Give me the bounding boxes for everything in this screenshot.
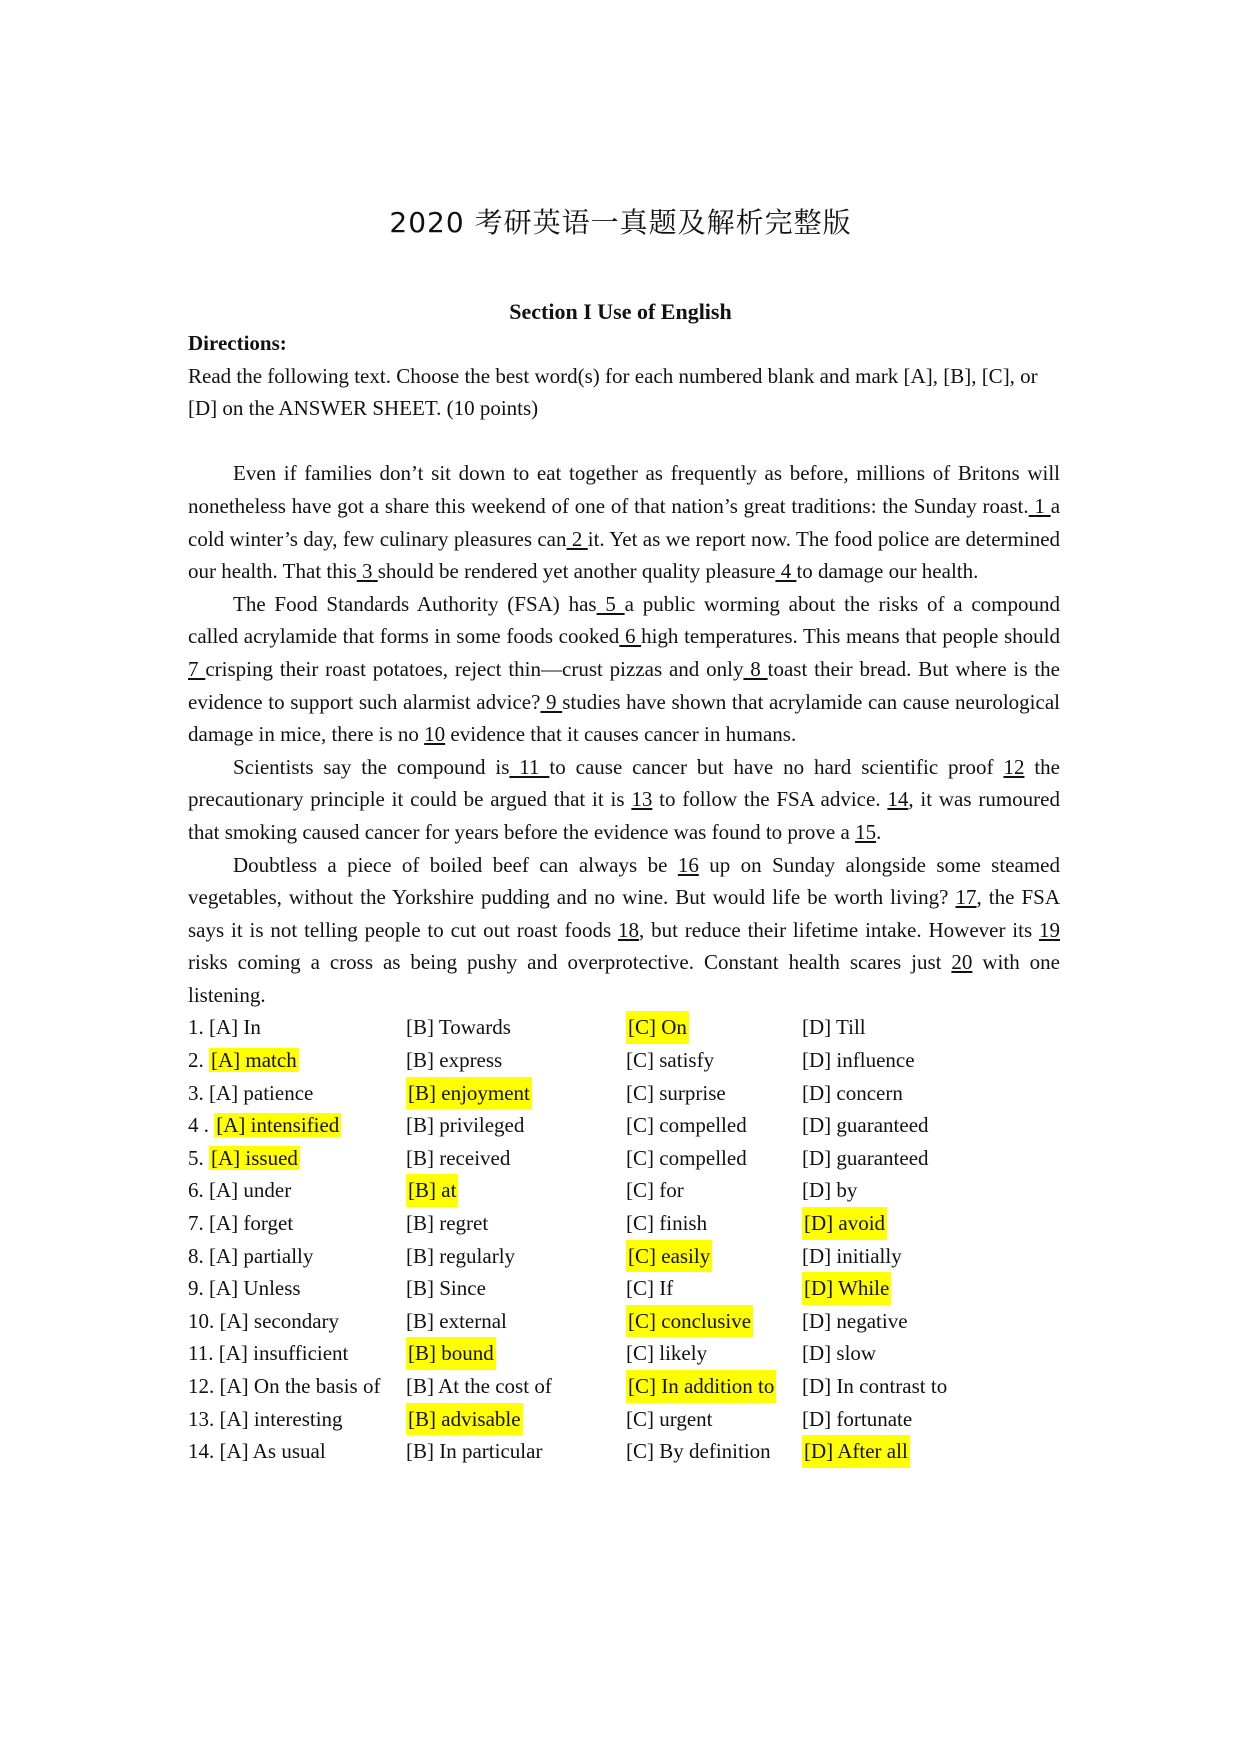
option-a: [A] match bbox=[211, 1048, 297, 1073]
option-c: [C] urgent bbox=[626, 1406, 713, 1431]
passage-paragraph bbox=[188, 588, 1060, 751]
option-d: [D] slow bbox=[802, 1341, 877, 1366]
passage-text: . bbox=[876, 819, 882, 844]
blank-number: 17 bbox=[955, 885, 977, 910]
option-b: [B] received bbox=[406, 1145, 511, 1170]
blank-number: 3 bbox=[356, 559, 378, 584]
question-number: 8. bbox=[188, 1243, 204, 1268]
blank-number: 13 bbox=[631, 787, 653, 812]
option-row bbox=[188, 1272, 1060, 1305]
option-row bbox=[188, 1337, 1060, 1370]
option-b: [B] express bbox=[406, 1048, 503, 1073]
question-number: 7. bbox=[188, 1211, 204, 1236]
question-number: 14. bbox=[188, 1439, 215, 1464]
passage-text: to follow the FSA advice. bbox=[652, 787, 888, 812]
option-b: [B] enjoyment bbox=[406, 1077, 532, 1110]
option-b: [B] At the cost of bbox=[406, 1374, 552, 1398]
option-c: [C] finish bbox=[626, 1211, 708, 1236]
passage-text: should be rendered yet another quality pleasure bbox=[377, 559, 776, 584]
option-a: [A] Unless bbox=[209, 1276, 301, 1301]
option-c: [C] likely bbox=[626, 1341, 708, 1366]
blank-number: 6 bbox=[619, 624, 642, 649]
option-d: [D] Till bbox=[802, 1015, 866, 1040]
option-d: [D] guaranteed bbox=[802, 1113, 929, 1138]
option-c: [C] easily bbox=[626, 1240, 712, 1273]
option-c: [C] conclusive bbox=[626, 1305, 753, 1338]
passage-text: the precautionary principle it could be argued that it is bbox=[188, 754, 1060, 812]
passage-text: , the FSA says it is not telling people to cut out roast foods bbox=[188, 885, 1060, 942]
passage-text: , it was rumoured that smoking caused cancer for years before the evidence was found to prove a bbox=[188, 787, 1060, 844]
passage-text: high temperatures. This means that people should bbox=[641, 624, 1061, 649]
blank-number: 5 bbox=[596, 591, 625, 616]
blank-number: 7 bbox=[188, 656, 206, 681]
cloze-passage bbox=[188, 457, 1060, 1011]
passage-text: risks coming a cross as being pushy and overprotective. Constant health scares just bbox=[188, 950, 952, 975]
blank-number: 19 bbox=[1039, 917, 1060, 942]
option-a-cell bbox=[188, 1077, 313, 1110]
option-c: [C] By definition bbox=[626, 1439, 771, 1464]
option-d: [D] guaranteed bbox=[802, 1145, 929, 1170]
option-row bbox=[188, 1077, 1060, 1110]
option-a: [A] On the basis of bbox=[219, 1374, 381, 1398]
question-number: 10. bbox=[188, 1308, 215, 1333]
passage-text: toast their bread. But where is the evidence to support such alarmist advice? bbox=[188, 656, 1061, 714]
blank-number: 8 bbox=[743, 656, 768, 681]
option-d: [D] influence bbox=[802, 1048, 915, 1073]
passage-text: up on Sunday alongside some steamed vegetables, without the Yorkshire pudding and no wine. But would life be worth living? bbox=[188, 852, 1060, 910]
passage-text: crisping their roast potatoes, reject thin—crust pizzas and only bbox=[205, 656, 744, 681]
blank-number: 10 bbox=[424, 722, 446, 747]
passage-text: it. Yet as we report now. The food police are determined our health. That this bbox=[188, 526, 1061, 584]
option-a: [A] In bbox=[209, 1015, 261, 1040]
passage-text: Even if families don’t sit down to eat together as frequently as before, millions of Britons will nonetheless have got a share this weekend of one of that nation’s great traditions: the Sunday roast. bbox=[188, 461, 1060, 518]
option-b: [B] external bbox=[406, 1308, 507, 1333]
blank-number: 1 bbox=[1028, 493, 1051, 518]
option-a-cell bbox=[188, 1337, 348, 1370]
option-d: [D] by bbox=[802, 1178, 858, 1203]
blank-number: 4 bbox=[775, 559, 797, 584]
option-row bbox=[188, 1011, 1060, 1044]
option-a-cell bbox=[188, 1370, 380, 1403]
passage-text: to damage our health. bbox=[796, 559, 979, 584]
blank-number: 9 bbox=[540, 689, 563, 714]
option-a-cell bbox=[188, 1142, 300, 1175]
option-a-cell bbox=[188, 1435, 326, 1468]
option-a: [A] patience bbox=[209, 1080, 314, 1105]
question-number: 5. bbox=[188, 1145, 204, 1170]
option-a: [A] partially bbox=[209, 1243, 314, 1268]
passage-text: , but reduce their lifetime intake. However its bbox=[638, 917, 1039, 942]
passage-paragraph bbox=[188, 457, 1060, 587]
option-b: [B] regularly bbox=[406, 1243, 516, 1268]
option-b: [B] bound bbox=[406, 1337, 496, 1370]
option-b: [B] Since bbox=[406, 1276, 486, 1301]
option-c: [C] compelled bbox=[626, 1145, 747, 1170]
blank-number: 12 bbox=[1003, 754, 1025, 779]
option-row bbox=[188, 1370, 1060, 1403]
option-a: [A] insufficient bbox=[218, 1341, 349, 1366]
blank-number: 18 bbox=[617, 917, 639, 942]
option-c: [C] satisfy bbox=[626, 1048, 715, 1073]
option-row bbox=[188, 1174, 1060, 1207]
option-b: [B] privileged bbox=[406, 1113, 525, 1138]
directions-text: Read the following text. Choose the best word(s) for each numbered blank and mark [A], [B], [C], or [D] on the ANSWER SHEET. (10 points) bbox=[188, 363, 1038, 421]
page-title: 2020 考研英语一真题及解析完整版 bbox=[389, 206, 852, 239]
option-a-cell bbox=[188, 1044, 299, 1077]
option-c: [C] On bbox=[626, 1011, 689, 1044]
option-a: [A] interesting bbox=[219, 1406, 343, 1431]
directions-label: Directions: bbox=[188, 331, 287, 355]
blank-number: 11 bbox=[509, 754, 550, 779]
option-row bbox=[188, 1142, 1060, 1175]
option-a: [A] As usual bbox=[219, 1439, 326, 1464]
blank-number: 15 bbox=[855, 819, 877, 844]
question-number: 3. bbox=[188, 1080, 204, 1105]
passage-text: studies have shown that acrylamide can cause neurological damage in mice, there is no bbox=[188, 689, 1060, 747]
blank-number: 16 bbox=[677, 852, 699, 877]
option-a-cell bbox=[188, 1174, 291, 1207]
option-a-cell bbox=[188, 1403, 343, 1436]
option-d: [D] negative bbox=[802, 1308, 908, 1333]
option-d: [D] concern bbox=[802, 1080, 903, 1105]
question-number: 12. bbox=[188, 1374, 215, 1398]
passage-text: Doubtless a piece of boiled beef can always be bbox=[233, 852, 678, 877]
passage-text: a public worming about the risks of a compound called acrylamide that forms in some foods cooked bbox=[188, 591, 1061, 649]
blank-number: 14 bbox=[887, 787, 909, 812]
blank-number: 2 bbox=[566, 526, 588, 551]
option-row bbox=[188, 1044, 1060, 1077]
option-d: [D] fortunate bbox=[802, 1406, 913, 1431]
option-row bbox=[188, 1305, 1060, 1338]
option-a: [A] forget bbox=[209, 1211, 294, 1236]
question-number: 11. bbox=[188, 1341, 214, 1366]
option-row bbox=[188, 1109, 1060, 1142]
option-b: [B] In particular bbox=[406, 1439, 543, 1464]
passage-text: evidence that it causes cancer in humans. bbox=[445, 722, 797, 747]
option-c: [C] In addition to bbox=[626, 1370, 776, 1403]
question-number: 2. bbox=[188, 1048, 204, 1073]
option-row bbox=[188, 1403, 1060, 1436]
option-b: [B] regret bbox=[406, 1211, 489, 1236]
passage-text: with one listening. bbox=[188, 950, 1060, 1007]
section-heading: Section I Use of English bbox=[509, 299, 732, 324]
question-number: 6. bbox=[188, 1178, 204, 1203]
option-a: [A] intensified bbox=[216, 1113, 340, 1138]
option-a-cell bbox=[188, 1109, 341, 1142]
option-d: [D] In contrast to bbox=[802, 1374, 948, 1398]
passage-text: to cause cancer but have no hard scientific proof bbox=[549, 754, 1004, 779]
option-a: [A] under bbox=[209, 1178, 292, 1203]
option-c: [C] surprise bbox=[626, 1080, 726, 1105]
option-a-cell bbox=[188, 1207, 293, 1240]
question-number: 1. bbox=[188, 1015, 204, 1040]
passage-text: a cold winter’s day, few culinary pleasures can bbox=[188, 493, 1061, 551]
option-row bbox=[188, 1435, 1060, 1468]
option-c: [C] for bbox=[626, 1178, 684, 1203]
option-a-cell bbox=[188, 1011, 261, 1044]
option-d: [D] initially bbox=[802, 1243, 902, 1268]
question-number: 13. bbox=[188, 1406, 215, 1431]
option-a-cell bbox=[188, 1305, 339, 1338]
option-b: [B] at bbox=[406, 1174, 458, 1207]
passage-paragraph bbox=[188, 751, 1060, 849]
option-d: [D] avoid bbox=[802, 1207, 887, 1240]
passage-text: Scientists say the compound is bbox=[233, 754, 510, 779]
answer-options bbox=[188, 1011, 1060, 1467]
option-row bbox=[188, 1207, 1060, 1240]
option-d: [D] After all bbox=[802, 1435, 910, 1468]
blank-number: 20 bbox=[951, 950, 973, 975]
option-a-cell bbox=[188, 1240, 313, 1273]
passage-text: The Food Standards Authority (FSA) has bbox=[233, 591, 597, 616]
option-a: [A] issued bbox=[211, 1145, 298, 1170]
content-body bbox=[188, 327, 1060, 1468]
question-number: 9. bbox=[188, 1276, 204, 1301]
option-c: [C] compelled bbox=[626, 1113, 747, 1138]
option-b: [B] Towards bbox=[406, 1015, 511, 1040]
option-d: [D] While bbox=[802, 1272, 891, 1305]
question-number: 4 . bbox=[188, 1113, 209, 1138]
option-a-cell bbox=[188, 1272, 301, 1305]
passage-paragraph bbox=[188, 849, 1060, 1012]
option-c: [C] If bbox=[626, 1276, 674, 1301]
option-b: [B] advisable bbox=[406, 1403, 523, 1436]
option-a: [A] secondary bbox=[219, 1308, 340, 1333]
option-row bbox=[188, 1240, 1060, 1273]
